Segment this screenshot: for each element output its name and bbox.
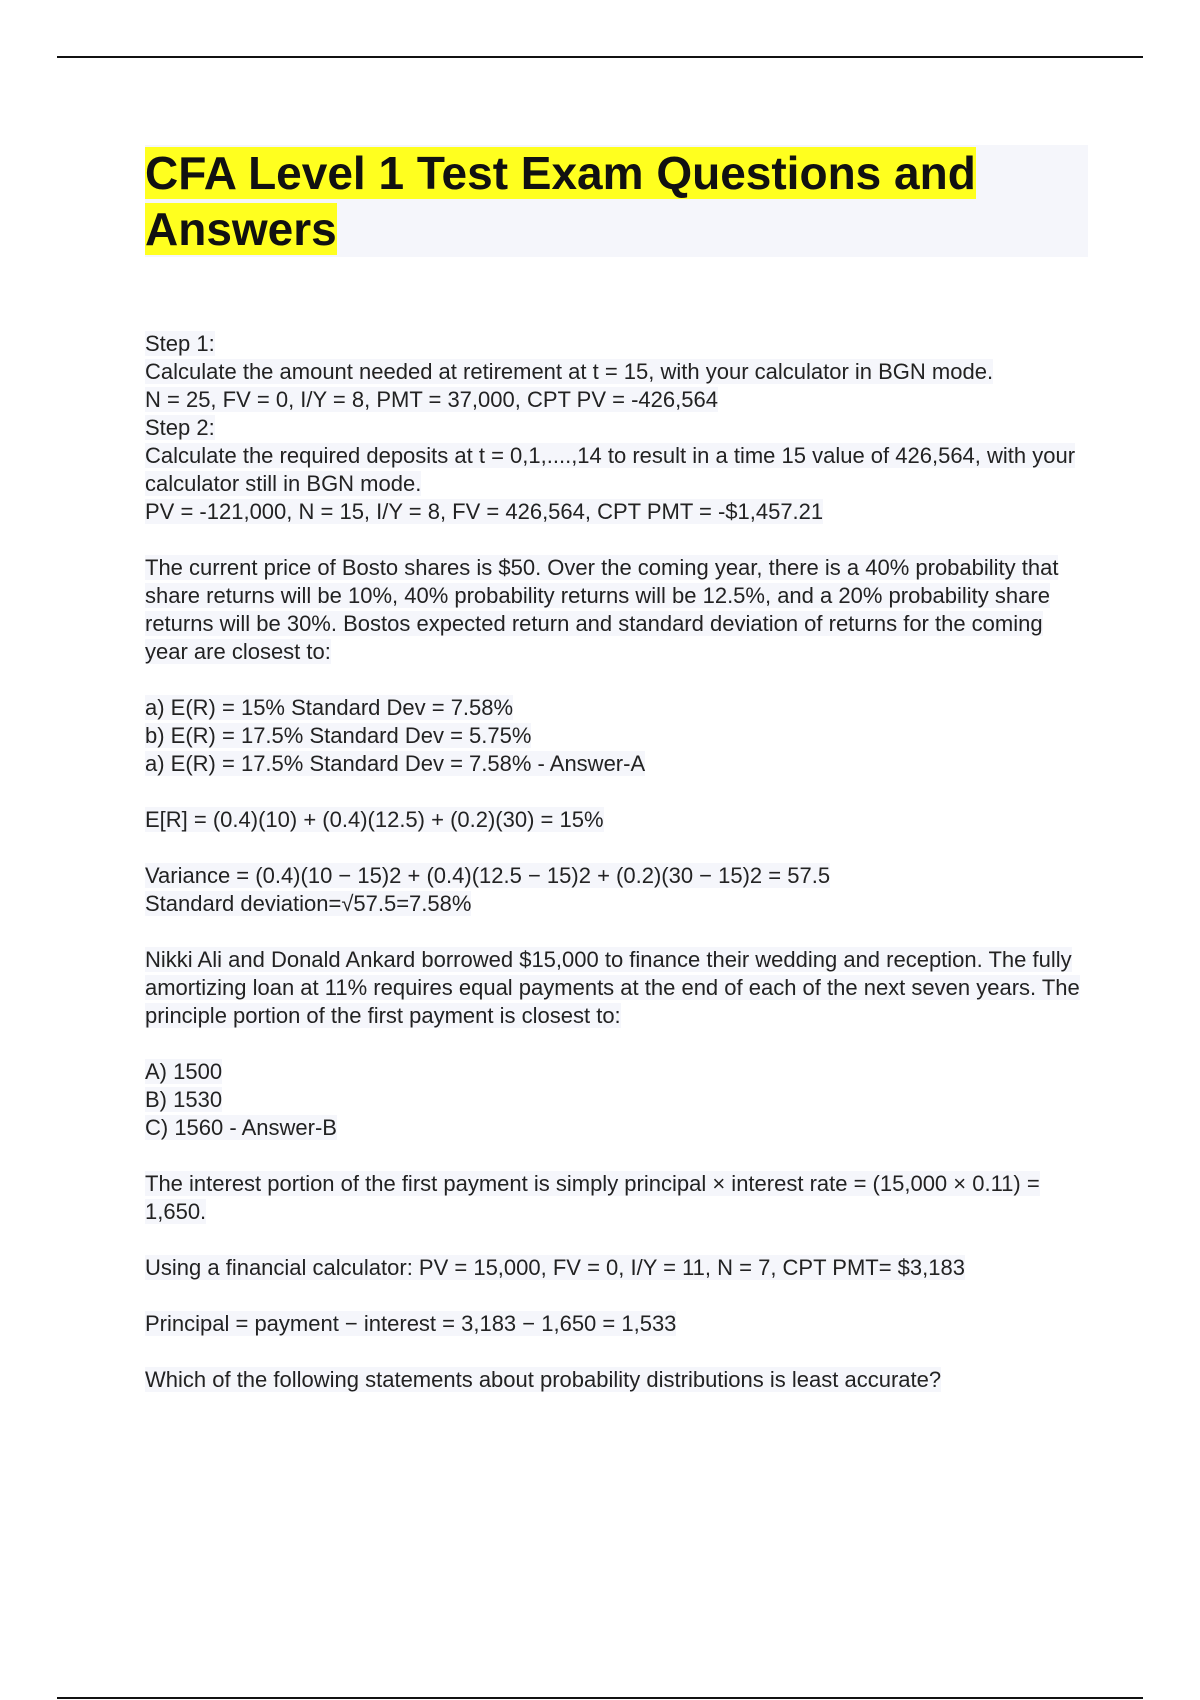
text-line: Step 2: (145, 415, 215, 440)
bottom-rule (57, 1697, 1143, 1699)
document-body (145, 330, 1090, 1394)
text-line: Calculate the required deposits at t = 0,1,....,14 to result in a time 15 value of 426,564, with your calculator still in BGN mode. (145, 443, 1076, 496)
option-line: C) 1560 - Answer-B (145, 1115, 337, 1140)
text-line: PV = -121,000, N = 15, I/Y = 8, FV = 426,564, CPT PMT = -$1,457.21 (145, 499, 824, 524)
paragraph-interest-portion (145, 1170, 1090, 1226)
title-block (145, 145, 1088, 257)
paragraph-principal (145, 1310, 1090, 1338)
text-line: Principal = payment − interest = 3,183 − 1,650 = 1,533 (145, 1311, 677, 1336)
paragraph-probability-question (145, 1366, 1090, 1394)
paragraph-step-solution (145, 330, 1090, 526)
paragraph-calculator (145, 1254, 1090, 1282)
text-line: N = 25, FV = 0, I/Y = 8, PMT = 37,000, CPT PV = -426,564 (145, 387, 718, 412)
text-line: Variance = (0.4)(10 − 15)2 + (0.4)(12.5 − 15)2 + (0.2)(30 − 15)2 = 57.5 (145, 863, 831, 888)
text-line: Calculate the amount needed at retirement at t = 15, with your calculator in BGN mode. (145, 359, 994, 384)
text-line: The interest portion of the first payment is simply principal × interest rate = (15,000 × 0.11) = 1,650. (145, 1171, 1040, 1224)
option-line: a) E(R) = 15% Standard Dev = 7.58% (145, 695, 514, 720)
text-line: Nikki Ali and Donald Ankard borrowed $15,000 to finance their wedding and reception. The fully amortizing loan at 11% requires equal payments at the end of each of the next seven years. The principle portion of the first payment is closest to: (145, 947, 1080, 1028)
option-line: a) E(R) = 17.5% Standard Dev = 7.58% - Answer-A (145, 751, 646, 776)
paragraph-bosto-options (145, 694, 1090, 778)
paragraph-expected-return (145, 806, 1090, 834)
paragraph-loan-options (145, 1058, 1090, 1142)
paragraph-variance (145, 862, 1090, 918)
top-rule (57, 56, 1143, 58)
paragraph-bosto-question (145, 554, 1090, 666)
option-line: b) E(R) = 17.5% Standard Dev = 5.75% (145, 723, 532, 748)
text-line: The current price of Bosto shares is $50. Over the coming year, there is a 40% probability that share returns will be 10%, 40% probability returns will be 12.5%, and a 20% probability share returns will be 30%. Bostos expected return and standard deviation of returns for the coming year are closest to: (145, 555, 1059, 664)
text-line: Step 1: (145, 331, 215, 356)
text-line: Standard deviation=√57.5=7.58% (145, 891, 472, 916)
text-line: Which of the following statements about probability distributions is least accurate? (145, 1367, 942, 1392)
option-line: A) 1500 (145, 1059, 223, 1084)
paragraph-loan-question (145, 946, 1090, 1030)
title-highlight: CFA Level 1 Test Exam Questions and Answers (145, 147, 976, 255)
text-line: E[R] = (0.4)(10) + (0.4)(12.5) + (0.2)(30) = 15% (145, 807, 604, 832)
text-line: Using a financial calculator: PV = 15,000, FV = 0, I/Y = 11, N = 7, CPT PMT= $3,183 (145, 1255, 965, 1280)
document-title (145, 145, 1088, 257)
option-line: B) 1530 (145, 1087, 223, 1112)
